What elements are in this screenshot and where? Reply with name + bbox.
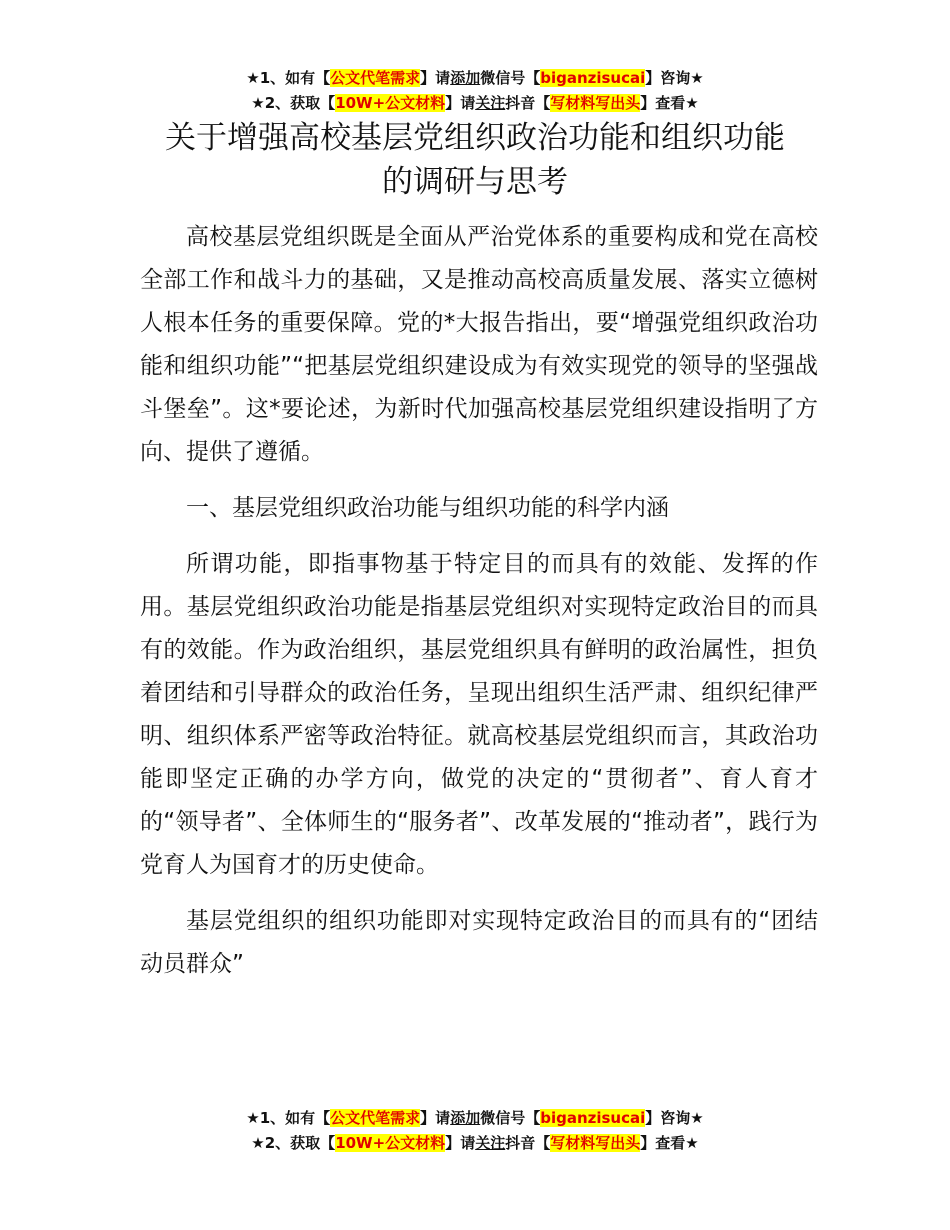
banner-text: 】请 bbox=[445, 1134, 476, 1152]
paragraph-organizational-function: 基层党组织的组织功能即对实现特定政治目的而具有的“团结动员群众” bbox=[140, 908, 818, 977]
banner-text: ★1、如有【 bbox=[246, 69, 331, 87]
banner-text: 】查看★ bbox=[640, 1134, 699, 1152]
document-title bbox=[140, 116, 810, 204]
highlight-service: 公文代笔需求 bbox=[330, 69, 421, 87]
title-line-2: 的调研与思考 bbox=[382, 164, 568, 200]
banner-line-1 bbox=[0, 1106, 950, 1131]
document-body bbox=[140, 216, 818, 999]
banner-text: 】查看★ bbox=[640, 94, 699, 112]
underlined-text: 添加 bbox=[450, 1109, 481, 1127]
banner-text: 抖音【 bbox=[505, 94, 551, 112]
highlight-service: 公文代笔需求 bbox=[330, 1109, 421, 1127]
paragraph-political-function: 所谓功能，即指事物基于特定目的而具有的效能、发挥的作用。基层党组织政治功能是指基层党组织对实现特定政治目的而具有的效能。作为政治组织，基层党组织具有鲜明的政治属性，担负着团结和引导群众的政治任务，呈现出组织生活严肃、组织纪律严明、组织体系严密等政治特征。就高校基层党组织而言，其政治功能即坚定正确的办学方向，做党的决定的“贯彻者”、育人育才的“领导者”、全体师生的“服务者”、改革发展的“推动者”，践行为党育人为国育才的历史使命。 bbox=[140, 551, 818, 878]
highlight-account: 写材料写出头 bbox=[550, 1134, 641, 1152]
banner-text: ★2、获取【 bbox=[251, 94, 336, 112]
banner-text: ★2、获取【 bbox=[251, 1134, 336, 1152]
highlight-wechat-id: biganzisucai bbox=[540, 69, 646, 87]
banner-text: 微信号【 bbox=[480, 69, 541, 87]
banner-line-2 bbox=[0, 1131, 950, 1156]
underlined-text: 关注 bbox=[475, 94, 506, 112]
title-line-1: 关于增强高校基层党组织政治功能和组织功能 bbox=[165, 120, 785, 156]
banner-text: 】咨询★ bbox=[645, 69, 704, 87]
highlight-account: 写材料写出头 bbox=[550, 94, 641, 112]
banner-text: 】请 bbox=[420, 69, 451, 87]
underlined-text: 添加 bbox=[450, 69, 481, 87]
header-banner bbox=[0, 66, 950, 116]
banner-line-2 bbox=[0, 91, 950, 116]
banner-text: 】请 bbox=[445, 94, 476, 112]
banner-text: 】咨询★ bbox=[645, 1109, 704, 1127]
footer-banner bbox=[0, 1106, 950, 1156]
banner-text: 抖音【 bbox=[505, 1134, 551, 1152]
highlight-materials: 10W+公文材料 bbox=[335, 94, 446, 112]
section-heading: 一、基层党组织政治功能与组织功能的科学内涵 bbox=[186, 495, 669, 521]
paragraph-intro: 高校基层党组织既是全面从严治党体系的重要构成和党在高校全部工作和战斗力的基础，又是推动高校高质量发展、落实立德树人根本任务的重要保障。党的*大报告指出，要“增强党组织政治功能和组织功能”“把基层党组织建设成为有效实现党的领导的坚强战斗堡垒”。这*要论述，为新时代加强高校基层党组织建设指明了方向、提供了遵循。 bbox=[140, 224, 818, 465]
highlight-materials: 10W+公文材料 bbox=[335, 1134, 446, 1152]
highlight-wechat-id: biganzisucai bbox=[540, 1109, 646, 1127]
banner-text: ★1、如有【 bbox=[246, 1109, 331, 1127]
banner-text: 】请 bbox=[420, 1109, 451, 1127]
banner-text: 微信号【 bbox=[480, 1109, 541, 1127]
banner-line-1 bbox=[0, 66, 950, 91]
underlined-text: 关注 bbox=[475, 1134, 506, 1152]
